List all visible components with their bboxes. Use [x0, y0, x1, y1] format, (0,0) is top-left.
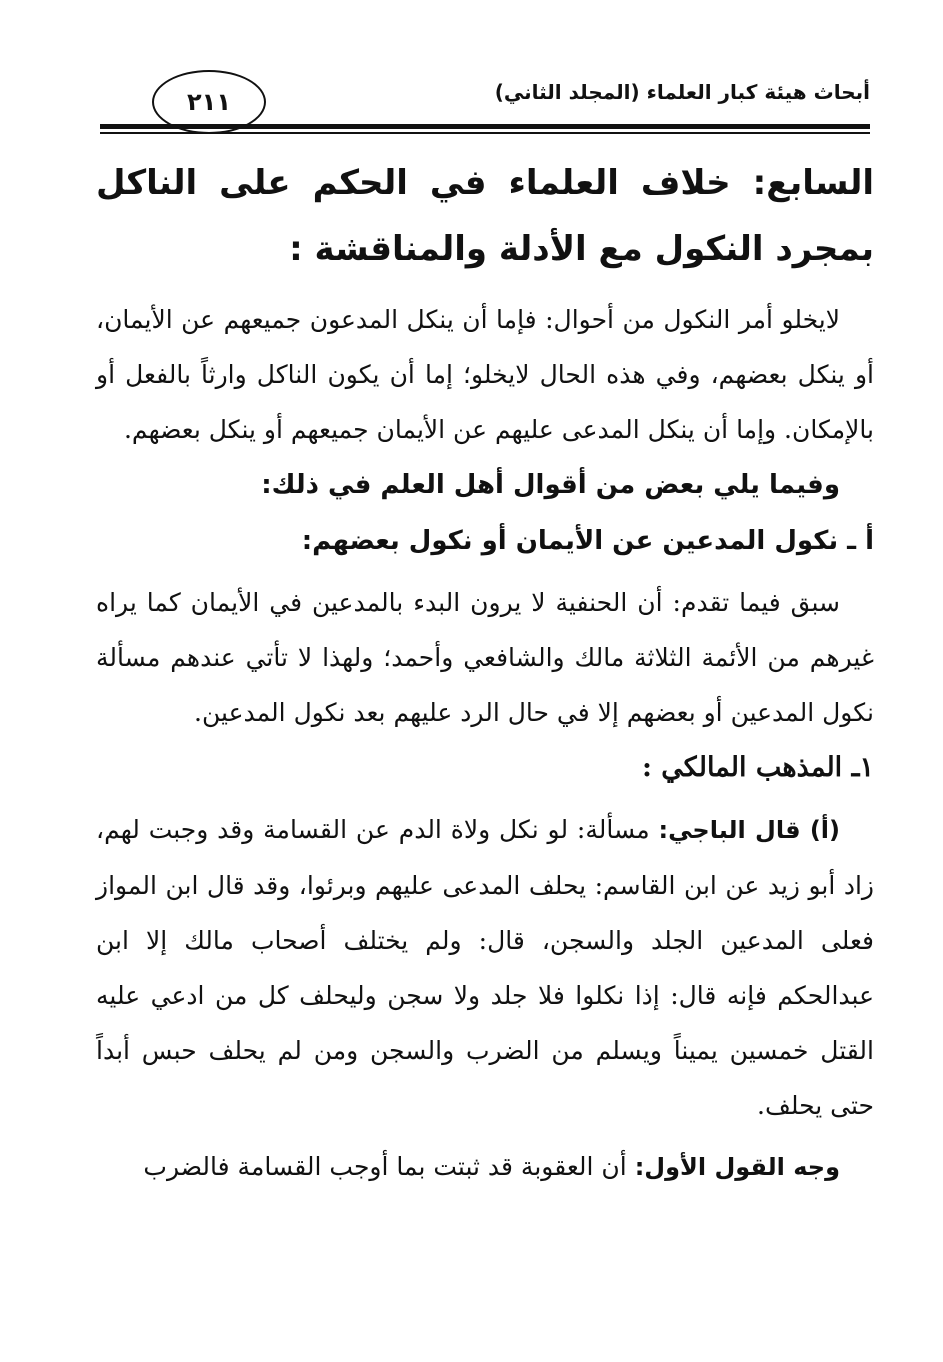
baji-text: مسألة: لو نكل ولاة الدم عن القسامة وقد وجبت لهم، زاد أبو زيد عن ابن القاسم: يحلف المدعى عليهم وبرئوا، وقد قال ابن المواز فعلى المدعين الجلد والسجن، قال: ولم يختلف أصحاب مالك إلا ابن عبدالحكم فإنه قال: إذا نكلوا فلا جلد ولا سجن وليحلف كل من ادعي عليه القتل خمسين يميناً ويسلم من الضرب والسجن ومن لم يحلف حبس أبداً حتى يحلف.: [96, 815, 874, 1120]
intro-paragraph: لايخلو أمر النكول من أحوال: فإما أن ينكل المدعون جميعهم عن الأيمان، أو ينكل بعضهم، وفي هذه الحال لايخلو؛ إما أن يكون الناكل وارثاً بالفعل أو بالإمكان. وإما أن ينكل المدعى عليهم عن الأيمان جميعهم أو ينكل بعضهم.: [96, 305, 874, 444]
following-heading: وفيما يلي بعض من أقوال أهل العلم في ذلك:: [261, 470, 840, 500]
page-number: ٢١١: [152, 70, 266, 134]
first-view-paragraph: [96, 1139, 874, 1195]
baji-paragraph: [96, 802, 874, 1133]
header-rule-thick: [100, 124, 870, 129]
first-view-lead: وجه القول الأول:: [634, 1153, 840, 1181]
subsection-a-paragraph: سبق فيما تقدم: أن الحنفية لا يرون البدء بالمدعين في الأيمان كما يراه غيرهم من الأئمة الثلاثة مالك والشافعي وأحمد؛ ولهذا لا تأتي عندهم مسألة نكول المدعين أو بعضهم إلا في حال الرد عليهم بعد نكول المدعين.: [96, 588, 874, 727]
header-rule-thin: [100, 132, 870, 134]
section-title: السابع: خلاف العلماء في الحكم على الناكل بمجرد النكول مع الأدلة والمناقشة :: [96, 163, 874, 269]
page-content: [96, 150, 874, 1195]
book-title: أبحاث هيئة كبار العلماء (المجلد الثاني): [494, 80, 870, 104]
first-view-text: أن العقوبة قد ثبتت بما أوجب القسامة فالضرب: [143, 1152, 627, 1181]
maliki-school-heading: ١ـ المذهب المالكي :: [641, 752, 874, 783]
subsection-a-heading: أ ـ نكول المدعين عن الأيمان أو نكول بعضهم:: [301, 526, 874, 556]
baji-lead: (أ) قال الباجي:: [658, 816, 840, 844]
page-header: [100, 70, 870, 130]
